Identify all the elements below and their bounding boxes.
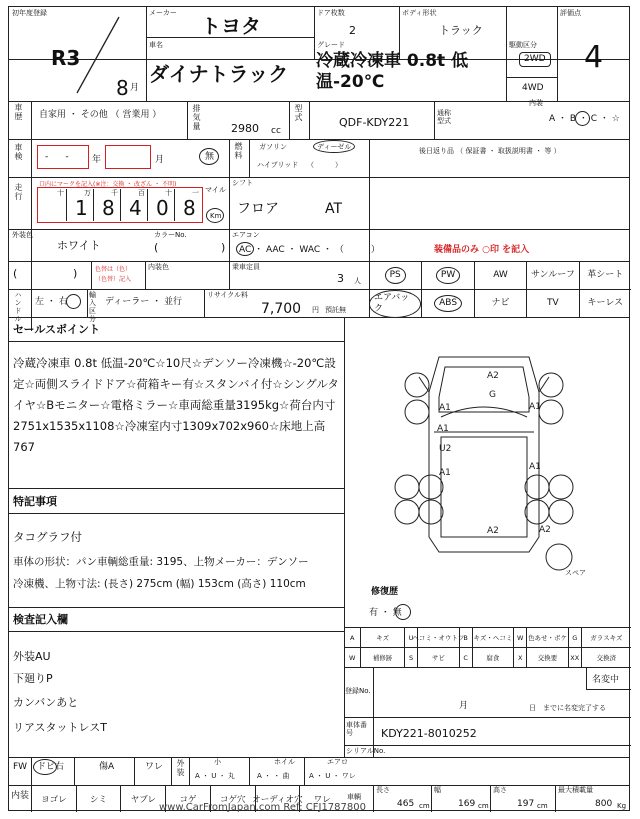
displacement-label: 排気量 [192,104,201,131]
import-label: 輸入区分 [89,291,96,323]
displacement: 2980 [231,122,259,135]
mark-a1-right: A1 [529,402,541,412]
mark-a2-top: A2 [487,371,499,381]
doors-label: ドア枚数 [317,9,345,17]
repair-value: 有 ・ 無 [369,608,402,618]
odometer-unit: 十 [57,189,64,197]
odometer-cell [174,189,201,221]
legend-cell: 色あせ・ボケ [526,627,567,647]
equipment-item [474,289,526,317]
ac-label: エアコン [232,231,260,239]
drive-4wd: 4WD [522,83,544,93]
interior-item: コゲ穴 [210,785,255,812]
handle-label: ハンドル [14,291,22,323]
capacity-unit: 人 [354,277,361,285]
first-reg-label: 初年度登録 [12,9,47,17]
recycle-unit: 円 [312,306,319,314]
inspection-label: 車検 [14,143,23,161]
reg-month-unit: 月 [459,701,469,711]
model-label: 型式 [294,104,303,122]
fw-item-1-circle [33,759,57,775]
height: 197 [517,799,535,809]
odometer-digit: 8 [183,196,196,220]
equipment-label: PS [385,267,406,284]
odometer-unit: 十 [165,189,172,197]
length-label: 長さ [376,786,390,794]
history-label: 車歴 [14,103,23,121]
equipment-label: TV [547,298,559,308]
paint-note-2: （色替）記入 [95,276,132,283]
legend-cell: ヘコミ・オウトツ [417,627,458,647]
odometer-cell [66,189,93,221]
paint-note-1: 色替は（色） [95,266,132,273]
month-unit: 月 [130,83,140,93]
length-unit: cm [419,802,430,810]
maker: トヨタ [201,14,261,38]
registration-label: 登録No. [345,687,371,695]
inspection-month-unit: 月 [155,155,165,165]
equipment-item [369,289,421,317]
fw-item-1: ドビ右 [37,762,65,772]
handle-value: 左 ・ 右 [35,297,68,307]
inspector-line-1: 外装AU [13,650,51,663]
spare-label: スペア [565,569,586,577]
damage-legend [344,627,631,667]
repair-none-circle [395,604,411,620]
ext-label: 外装 [176,759,185,777]
mark-a2-bottom: A2 [487,526,499,536]
grade-label: グレード [317,41,345,49]
mark-a1-left2: A1 [437,424,449,434]
legend-cell: C [459,647,472,667]
fw-label: FW [13,762,28,772]
ext-sub-1: A ・ U ・ 丸 [195,772,235,780]
shift-position: フロア [237,201,279,217]
ac-options: AC ・ AAC ・ WAC ・ （ ） [239,245,380,255]
inspection-month-box [105,145,151,169]
body-type-label: ボディ形状 [402,9,437,17]
dims-label: 車輌 [347,793,361,801]
fuel-label: 燃料 [234,142,243,160]
legend-cell: S [404,647,417,667]
equipment-label: AW [493,269,508,280]
legend-cell: キズ・ヘコミ [472,627,513,647]
odometer-unit: 万 [84,189,91,197]
special-line-3: 冷凍機、上物寸法: (長さ) 275cm (幅) 153cm (高さ) 110cm [13,578,306,590]
odometer-cell [93,189,120,221]
odometer-cell [147,189,174,221]
odometer-digit: 0 [156,196,169,220]
special-notes-title: 特記事項 [13,495,57,508]
legend-cell: サビ [417,647,458,667]
serial-label: シリアルNo. [346,747,386,755]
interior-item: ワレ [299,785,344,812]
fw-item-2: 傷A [99,762,115,772]
mileage-note: 口内にマークを記入(※注：交換 ・ 改ざん ・ 不明) [39,181,177,188]
equipment-label: ナビ [491,298,510,308]
odometer-unit: 一 [192,189,199,197]
legend-cell: W [344,647,360,667]
legend-cell: 交換要 [526,647,567,667]
equipment-label: キーレス [587,298,624,308]
trade-label: 後日返り品 （ 保証書 ・ 取扱説明書 ・ 等 ） [419,147,561,155]
fuel-hybrid: ハイブリッド [257,161,299,169]
legend-cell: キズ [360,627,404,647]
ext-item-3: エアロ [327,758,348,766]
legend-cell: U [404,627,417,647]
legend-cell: 交換済 [581,647,631,667]
color: ホワイト [57,239,101,252]
height-unit: cm [537,802,548,810]
recycle-amount: 7,700 [261,301,302,317]
import-value: ディーラー ・ 並行 [105,297,183,307]
equipment-label: 革シート [587,269,624,280]
inspector-title: 検査記入欄 [13,613,68,626]
chassis-label: 車体番号 [346,721,367,737]
drive-label: 駆動区分 [509,41,537,49]
car-name: ダイナトラック [149,62,289,86]
equipment-item [526,261,578,289]
color-label: 外装色 [12,231,33,239]
mark-a1-right2: A1 [529,462,541,472]
length: 465 [397,799,415,809]
mark-g: G [489,390,496,400]
inspection-none-circle [199,148,219,165]
int-label: 内装 [11,791,30,801]
interior-item: シミ [76,785,121,812]
ext-item-1: 小 [214,758,221,766]
drive-2wd-circled: 2WD [519,52,551,67]
inspector-line-3: カンバンあと [13,696,79,709]
auction-sheet: 初年度登録 R3 8 月 メーカー トヨタ 車名 ダイナトラック ドア枚数 2 ボディ形状 トラック グレード 冷蔵冷凍車 0.8t 低温-20℃ 駆動区分 2WD 4WD 評価点 4 車歴 自家用 ・ その他 （ 営業用 ） 排気量 2980 cc 型式 QDF-KDY221 通称型式 内装 A ・ B ・ C ・ ☆ 車検 - - 年 月 無 燃料 ガソリン ディーゼル ハイブリッド （ ） 後日返り品 （ 保証書 ・ 取扱説明書 ・ 等 ） 走行 口内にマークを記入(※注：交換 ・ 改ざん ・ 不明) 十 万 1 千 8 百 4 十 0 一 8 マイル Km シフト フロア AT 外装色 ホワイト カラーNo. ( ) エアコン AC ・ AAC ・ WAC ・ （ ） 装備品のみ ○印 を記入 ( ) 色替は（色） （色替）記入 内装色 乗車定員 3 人 PS PW AW サンルーフ 革シート エアバック ABS ナビ TV キーレス ハンドル 左 ・ 右 輸入区分 ディーラー ・ 並行 リサイクル料 7,700 円 預託無 セールスポイント 冷蔵冷凍車 0.8t 低温-20℃☆10尺☆デンソー冷凍機☆-20℃設定☆両側スライドドア☆荷箱キー有☆スタンバイ付☆シングルタイヤ☆Bモニター☆電格ミラー☆車両総重量3195kg☆荷台内寸2751x1535x1108☆冷凍室内寸1309x702x960☆床地上高767 特記事項 タコグラフ付 車体の形状：パン車輌総重量: 3195、上物メーカー：デンソー 冷凍機、上物寸法: (長さ) 275cm (幅) 153cm (高さ) 110cm 検査記入欄 外装AU 下廻りP カンバンあと リアスタットレスT A2 G A1 A1 A1 U2 A1 A1 A2 A2 スペア 修復歴 有 ・ 無 A キズ U ヘコミ・オウトツ B キズ・ヘコミ W 色あせ・ボケ G ガラスキズ W 補修跡 S サビ C 腐食 X 交換要 XX 交換済 登録No. 名変中 月 日 までに名変完了する 車体番号 KDY221-8010252 シリアルNo. FW ドビ右 傷A ワレ 外装 小 A ・ U ・ 丸 ホイル A ・ ・ 曲 エアロ A ・ U ・ ワレ 内装 ヨゴレ シミ ヤブレ コゲ コゲ穴 オーディオ穴 ワレ 車輌 長さ 465 cm 幅 169 cm 高さ 197 cm 最大積載量 800 Kg www.CarFromJapan.com Ref: CFJ1787800 [8,6,630,811]
ext-sub-2: A ・ ・ 曲 [257,772,290,780]
capacity: 3 [337,272,344,285]
legend-cell: X [513,647,526,667]
equipment-label: ABS [434,295,462,312]
equipment-label: サンルーフ [530,269,575,280]
equipment-item [421,289,473,317]
equipment-item [369,261,421,289]
mark-a2-right: A2 [539,525,551,535]
model: QDF-KDY221 [339,116,410,129]
mark-a1-left: A1 [439,403,451,413]
vehicle-diagram [379,337,594,577]
inspector-line-4: リアスタットレスT [13,721,107,734]
odometer-unit: 千 [111,189,118,197]
legend-cell: ガラスキズ [581,627,631,647]
inspection-none: 無 [205,152,215,162]
mileage-label: 走行 [14,183,23,201]
ext-sub-3: A ・ U ・ ワレ [309,772,356,780]
legend-cell: 補修跡 [360,647,404,667]
score: 4 [584,40,604,75]
mark-a1-left3: A1 [439,468,451,478]
usage: 自家用 ・ その他 （ 営業用 ） [39,110,162,120]
reg-day-note: 日 までに名変完了する [529,704,606,712]
interior-color-label: 内装色 [148,263,169,271]
doors: 2 [349,24,356,37]
recycle-note: 預託無 [325,306,346,314]
watermark: www.CarFromJapan.com Ref: CFJ1787800 [159,802,366,813]
km-circle [206,208,224,223]
month-value: 8 [116,76,129,100]
fuel-gasoline: ガソリン [259,143,287,151]
odometer [39,189,201,221]
fuel-other: （ ） [307,161,342,169]
ext-item-2: ホイル [274,758,295,766]
interior-grades: A ・ B ・ C ・ ☆ [549,114,620,124]
ac-circle [236,242,254,256]
load: 800 [595,799,613,809]
load-unit: Kg [617,802,627,810]
sales-points-title: セールスポイント [13,323,101,336]
handle-right-circle [66,294,81,309]
maker-label: メーカー [149,9,177,17]
displacement-unit: cc [271,126,281,136]
grade: 冷蔵冷凍車 0.8t 低温-20℃ [316,51,469,92]
equipment-label: エアバック [369,290,421,318]
score-label: 評価点 [560,9,581,17]
equipment-item [579,289,631,317]
special-line-2: 車体の形状：パン車輌総重量: 3195、上物メーカー：デンソー [13,556,309,568]
chassis: KDY221-8010252 [381,727,477,740]
height-label: 高さ [493,786,507,794]
color-no-label: カラーNo. [154,231,187,239]
odometer-cell [120,189,147,221]
interior-item: ヤブレ [120,785,165,812]
legend-cell: W [513,627,526,647]
interior-item: コゲ [165,785,210,812]
equipment-item [579,261,631,289]
equipment-grid [369,261,631,317]
legend-cell: G [568,627,581,647]
repair-label: 修復歴 [371,587,399,597]
capacity-label: 乗車定員 [232,263,260,271]
shift-type: AT [325,201,343,217]
load-label: 最大積載量 [558,786,593,794]
interior-item: オーディオ穴 [255,785,300,812]
interior-label: 内装 [529,99,543,107]
shift-label: シフト [232,179,253,187]
equipment-header: 装備品のみ ○印 を記入 [434,245,530,255]
interior-grade-circle [575,111,590,126]
odometer-cell [39,189,66,221]
special-line-1: タコグラフ付 [13,530,82,544]
car-name-label: 車名 [149,41,163,49]
legend-cell: 腐食 [472,647,513,667]
odometer-digit: 8 [102,196,115,220]
width: 169 [458,799,476,809]
legend-cell: XX [568,647,581,667]
interior-item: ヨゴレ [31,785,76,812]
mileage-unit: マイル [205,186,226,194]
equipment-label: PW [436,267,460,284]
meter-change: 名変中 [592,675,620,685]
width-unit: cm [478,802,489,810]
inspector-line-2: 下廻りP [13,672,53,685]
body-type: トラック [439,24,483,37]
sales-points-text: 冷蔵冷凍車 0.8t 低温-20℃☆10尺☆デンソー冷凍機☆-20℃設定☆両側スライドドア☆荷箱キー有☆スタンバイ付☆シングルタイヤ☆Bモニター☆電格ミラー☆車両総重量3195kg☆荷台内寸2751x1535x1108☆冷凍室内寸1309x702x960☆床地上高767 [13,356,339,454]
era-year: R3 [51,46,81,70]
width-label: 幅 [434,786,441,794]
equipment-item [421,261,473,289]
inspection-year-unit: 年 [92,155,102,165]
legend-cell: A [344,627,360,647]
odometer-digit: 1 [75,196,88,220]
fw-item-3: ワレ [145,762,164,772]
recycle-label: リサイクル料 [207,291,249,299]
equipment-item [474,261,526,289]
mileage-km: Km [210,212,222,220]
fuel-diesel-circle [313,140,355,153]
navi-label: 通称型式 [437,109,451,125]
equipment-item [526,289,578,317]
odometer-digit: 4 [129,196,142,220]
mark-u2: U2 [439,444,452,454]
legend-cell: B [459,627,472,647]
fuel-diesel: ディーゼル [317,143,352,151]
odometer-unit: 百 [138,189,145,197]
